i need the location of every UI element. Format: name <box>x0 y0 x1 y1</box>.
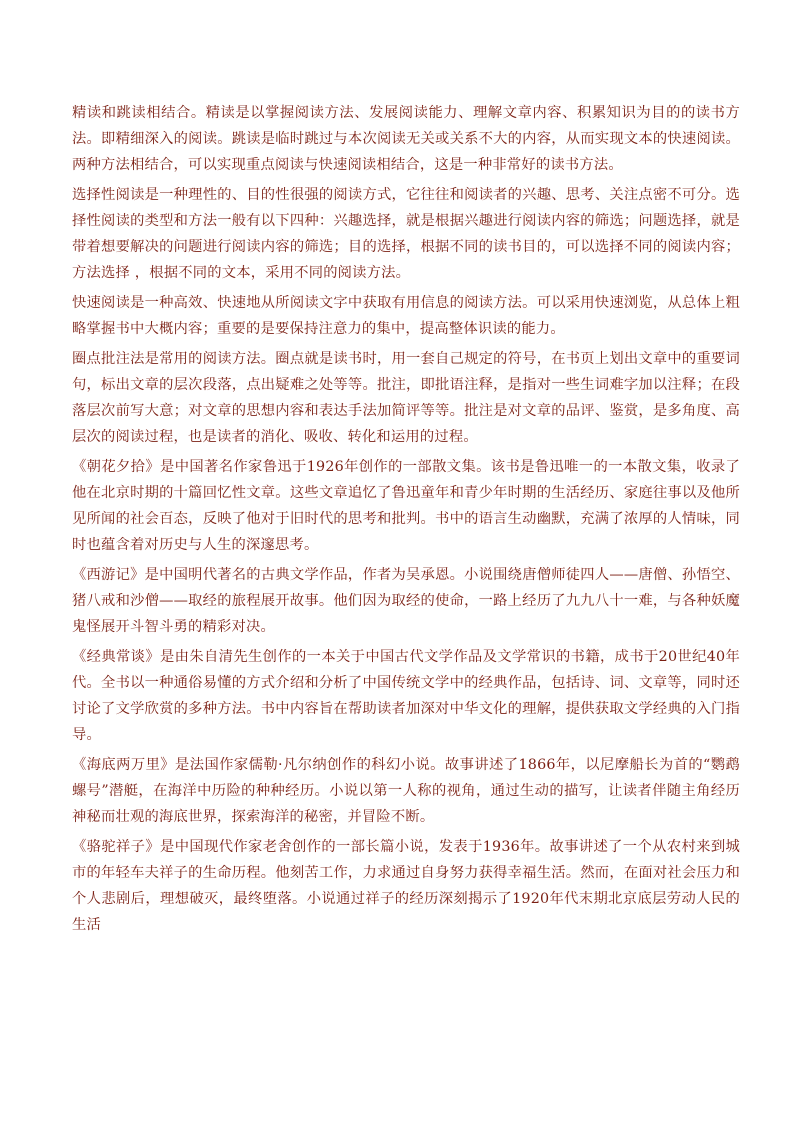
paragraph-twenty-thousand-leagues: 《海底两万里》是法国作家儒勒·凡尔纳创作的科幻小说。故事讲述了1866年，以尼摩船长为首的“鹦鹉螺号”潜艇，在海洋中历险的种种经历。小说以第一人称的视角，通过生动的描写，让读者伴随主角经历神秘而壮观的海底世界，探索海洋的秘密，并冒险不断。 <box>72 757 740 825</box>
paragraph-jingdian-changtan: 《经典常谈》是由朱自清先生创作的一本关于中国古代文学作品及文学常识的书籍，成书于20世纪40年代。全书以一种通俗易懂的方式介绍和分析了中国传统文学中的经典作品，包括诗、词、文章等，同时还讨论了文学欣赏的多种方法。书中内容旨在帮助读者加深对中华文化的理解，提供获取文学经典的入门指导。 <box>72 649 740 743</box>
paragraph-intensive-skim-reading: 精读和跳读相结合。精读是以掌握阅读方法、发展阅读能力、理解文章内容、积累知识为目的的读书方法。即精细深入的阅读。跳读是临时跳过与本次阅读无关或关系不大的内容，从而实现文本的快速阅读。两种方法相结合，可以实现重点阅读与快速阅读相结合，这是一种非常好的读书方法。 <box>72 105 740 173</box>
paragraph-annotation-method: 圈点批注法是常用的阅读方法。圈点就是读书时，用一套自己规定的符号，在书页上划出文章中的重要词句，标出文章的层次段落，点出疑难之处等等。批注，即批语注释，是指对一些生词难字加以注释；在段落层次前写大意；对文章的思想内容和表达手法加简评等等。批注是对文章的品评、鉴赏，是多角度、高层次的阅读过程，也是读者的消化、吸收、转化和运用的过程。 <box>72 351 740 445</box>
paragraph-journey-to-the-west: 《西游记》是中国明代著名的古典文学作品，作者为吴承恩。小说围绕唐僧师徒四人——唐僧、孙悟空、猪八戒和沙僧——取经的旅程展开故事。他们因为取经的使命，一路上经历了九九八十一难，与各种妖魔鬼怪展开斗智斗勇的精彩对决。 <box>72 567 740 635</box>
paragraph-speed-reading: 快速阅读是一种高效、快速地从所阅读文字中获取有用信息的阅读方法。可以采用快速浏览，从总体上粗略掌握书中大概内容；重要的是要保持注意力的集中，提高整体识读的能力。 <box>72 295 740 337</box>
paragraph-selective-reading: 选择性阅读是一种理性的、目的性很强的阅读方式，它往往和阅读者的兴趣、思考、关注点密不可分。选择性阅读的类型和方法一般有以下四种：兴趣选择，就是根据兴趣进行阅读内容的筛选；问题选择，就是带着想要解决的问题进行阅读内容的筛选；目的选择，根据不同的读书目的，可以选择不同的阅读内容；方法选择 ，根据不同的文本，采用不同的阅读方法。 <box>72 187 740 281</box>
document-body <box>72 100 740 942</box>
paragraph-camel-xiangzi: 《骆驼祥子》是中国现代作家老舍创作的一部长篇小说，发表于1936年。故事讲述了一个从农村来到城市的年轻车夫祥子的生命历程。他刻苦工作，力求通过自身努力获得幸福生活。然而，在面对社会压力和个人悲剧后，理想破灭，最终堕落。小说通过祥子的经历深刻揭示了1920年代末期北京底层劳动人民的生活 <box>72 839 740 933</box>
paragraph-zhaohua-xishi: 《朝花夕拾》是中国著名作家鲁迅于1926年创作的一部散文集。该书是鲁迅唯一的一本散文集，收录了他在北京时期的十篇回忆性文章。这些文章追忆了鲁迅童年和青少年时期的生活经历、家庭往事以及他所见所闻的社会百态，反映了他对于旧时代的思考和批判。书中的语言生动幽默，充满了浓厚的人情味，同时也蕴含着对历史与人生的深邃思考。 <box>72 459 740 553</box>
